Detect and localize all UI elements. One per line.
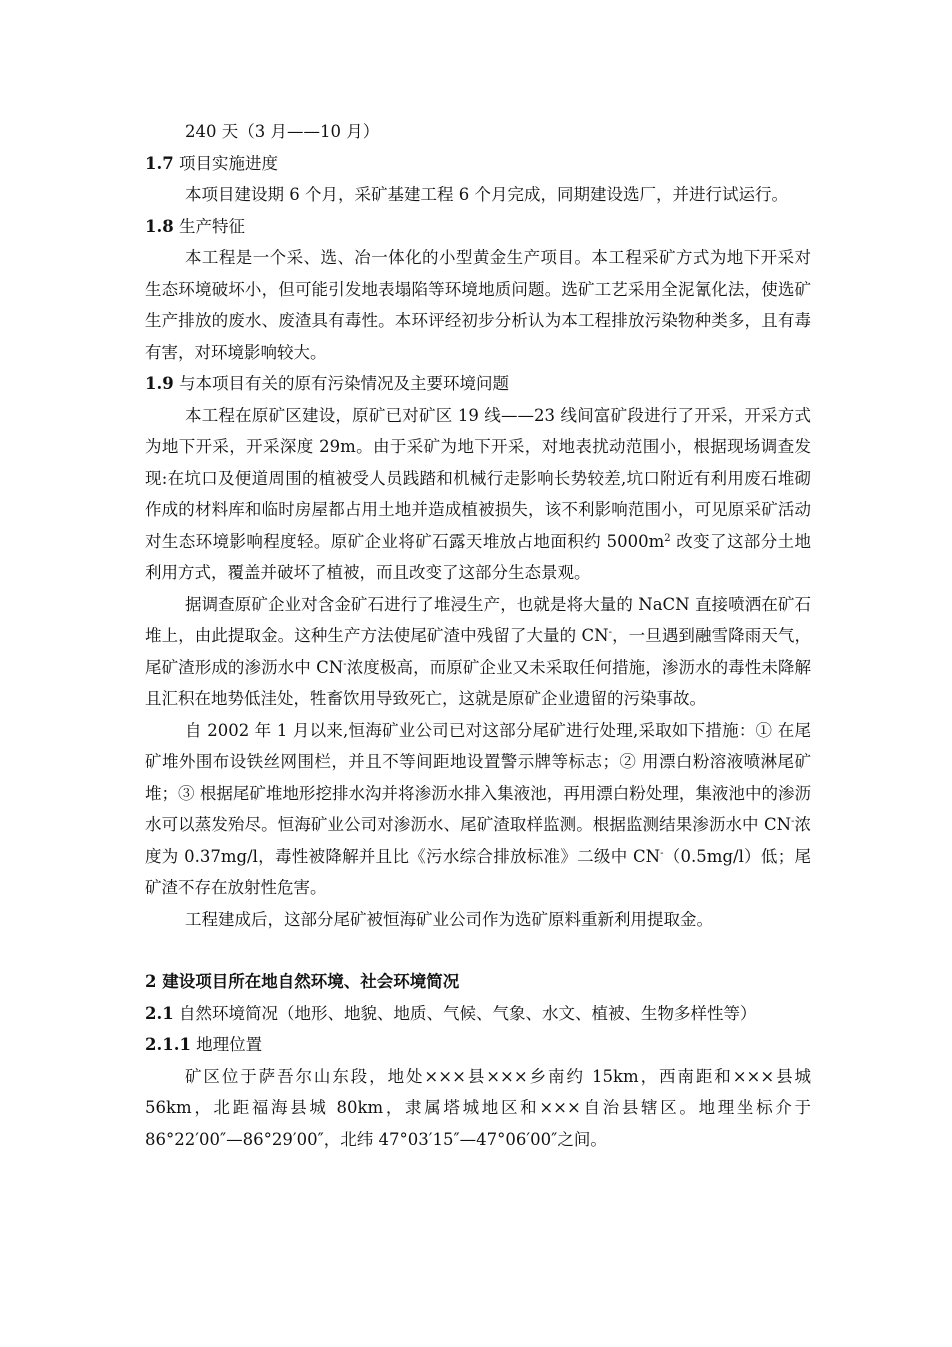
heading-text: 项目实施进度 (173, 153, 278, 173)
text-run: ，一旦遇到融雪降雨天气，尾矿渣形成的渗沥水中 CN (145, 626, 811, 677)
text-run: 改变了这部分土地利用方式，覆盖并破坏了植被，而且改变了这部分生态景观。 (145, 531, 811, 582)
heading-text: 2 建设项目所在地自然环境、社会环境简况 (145, 972, 460, 991)
heading-text: 自然环境简况（地形、地貌、地质、气候、气象、水文、植被、生物多样性等） (173, 1003, 757, 1023)
heading-text: 与本项目有关的原有污染情况及主要环境问题 (173, 374, 509, 393)
document-body (145, 116, 811, 1155)
heading-1-9 (145, 368, 811, 400)
heading-text: 地理位置 (190, 1035, 263, 1054)
text-run: 据调查原矿企业对含金矿石进行了堆浸生产，也就是将大量的 NaCN 直接喷洒在矿石堆上，由此提取金。这种生产方法使尾矿渣中残留了大量的 CN (145, 594, 811, 645)
heading-text: 生产特征 (173, 216, 245, 236)
heading-2-1 (145, 998, 811, 1030)
text-run: 本工程在原矿区建设，原矿已对矿区 19 线——23 线间富矿段进行了开采，开采方式为地下开采，开采深度 29m。由于采矿为地下开采，对地表扰动范围小，根据现场调查发现:在坑口及便道周围的植被受人员践踏和机械行走影响长势较差,坑口附近有利用废石堆砌作成的材料库和临时房屋都占用土地并造成植被损失，该不利影响范围小，可见原采矿活动对生态环境影响程度轻。原矿企业将矿石露天堆放占地面积约 5000m (145, 405, 811, 551)
text-run: 自 2002 年 1 月以来,恒海矿业公司已对这部分尾矿进行处理,采取如下措施：① 在尾矿堆外围布设铁丝网围栏，并且不等间距地设置警示牌等标志；② 用漂白粉溶液喷淋尾矿堆；③ 根据尾矿堆地形挖排水沟并将渗沥水排入集液池，再用漂白粉处理，集液池中的渗沥水可以蒸发殆尽。恒海矿业公司对渗沥水、尾矿渣取样监测。根据监测结果渗沥水中 CN (145, 720, 811, 834)
paragraph-2-1-1: 矿区位于萨吾尔山东段，地处×××县×××乡南约 15km，西南距和×××县城 56km，北距福海县城 80km，隶属塔城地区和×××自治县辖区。地理坐标介于 86°22′00″—86°29′00″，北纬 47°03′15″—47°06′00″之间。 (145, 1066, 811, 1149)
superscript: 2 (664, 532, 671, 544)
heading-2 (145, 966, 811, 998)
superscript: - (660, 847, 664, 859)
heading-2-1-1 (145, 1029, 811, 1061)
heading-number: 1.8 (145, 216, 174, 236)
superscript: - (608, 627, 612, 638)
heading-1-7 (145, 148, 811, 180)
paragraph-1-9-b (145, 589, 811, 715)
heading-number: 2.1 (145, 1003, 174, 1023)
paragraph-1-9-c (145, 715, 811, 904)
duration-text: 240 天（3 月——10 月） (185, 122, 380, 141)
heading-1-8 (145, 211, 811, 243)
paragraph-1-9-a (145, 400, 811, 589)
superscript: - (791, 816, 795, 827)
text-run: （0.5mg/l）低；尾矿渣不存在放射性危害。 (145, 846, 811, 897)
text-run: 浓度极高，而原矿企业又未采取任何措施，渗沥水的毒性未降解且汇积在地势低洼处，牲畜饮用导致死亡，这就是原矿企业遗留的污染事故。 (145, 657, 812, 708)
section-gap (145, 935, 811, 966)
paragraph-1-8: 本工程是一个采、选、冶一体化的小型黄金生产项目。本工程采矿方式为地下开采对生态环境破坏小，但可能引发地表塌陷等环境地质问题。选矿工艺采用全泥氰化法，使选矿生产排放的废水、废渣具有毒性。本环评经初步分析认为本工程排放污染物种类多，且有毒有害，对环境影响较大。 (145, 248, 811, 362)
paragraph-1-9-d: 工程建成后，这部分尾矿被恒海矿业公司作为选矿原料重新利用提取金。 (185, 909, 713, 929)
paragraph-1-7: 本项目建设期 6 个月，采矿基建工程 6 个月完成，同期建设选厂，并进行试运行。 (185, 185, 788, 204)
heading-number: 2.1.1 (145, 1035, 191, 1054)
heading-number: 1.7 (145, 153, 174, 173)
paragraph-duration (145, 116, 811, 148)
superscript: - (343, 658, 347, 670)
heading-number: 1.9 (145, 374, 174, 393)
text-run: 浓度为 0.37mg/l，毒性被降解并且比《污水综合排放标准》二级中 CN (145, 815, 812, 866)
